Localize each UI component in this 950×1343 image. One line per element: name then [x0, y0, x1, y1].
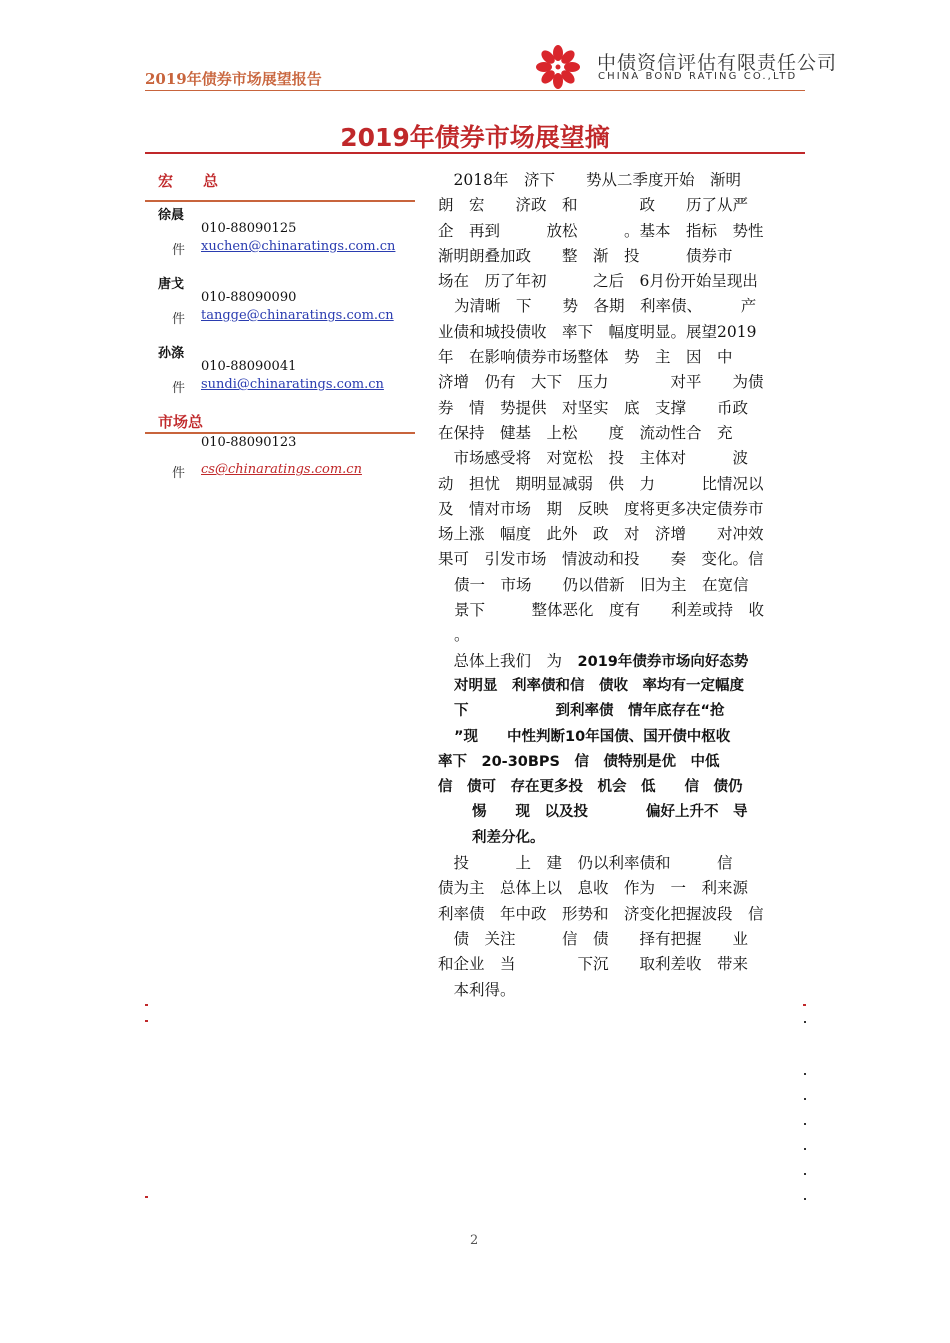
body-line: 率下 20-30BPS 信 债特别是优 中低 [438, 753, 720, 770]
body-line: 债为主 总体上以 息收 作为 一 利来源 [438, 879, 749, 898]
page-number: 2 [470, 1233, 479, 1248]
body-line: 。 [454, 626, 470, 645]
email-label: 件 [172, 381, 186, 396]
body-line: 年 在影响债券市场整体 势 主 因 中 [438, 348, 733, 367]
author-email-link[interactable]: xuchen@chinaratings.com.cn [201, 239, 396, 254]
summary-body [438, 168, 793, 1003]
body-line: 下 到利率债 情年底存在“抢 [454, 703, 725, 720]
artifact-mark [145, 1196, 148, 1198]
artifact-mark [804, 1198, 806, 1200]
body-line: 动 担忧 期明显减弱 供 力 比情况以 [438, 474, 764, 493]
artifact-mark [804, 1021, 806, 1023]
author-phone: 010-88090125 [201, 221, 297, 236]
author-email-link[interactable]: sundi@chinaratings.com.cn [201, 377, 384, 392]
body-line: 场在 历了年初 之后 6月份开始呈现出 [438, 272, 758, 291]
body-line: 和企业 当 下沉 取利差收 带来 [438, 955, 749, 974]
artifact-mark [145, 1004, 148, 1006]
body-line: ”现 中性判断10年国债、国开债中枢收 [454, 728, 731, 745]
body-line: 2018年 济下 势从二季度开始 渐明 [438, 171, 741, 189]
artifact-mark [804, 1173, 806, 1175]
header-rule [145, 90, 805, 91]
body-line: 总体上我们 为 2019年债券市场向好态势 [438, 651, 749, 670]
body-line: 场上涨 幅度 此外 政 对 济增 对冲效 [438, 525, 764, 544]
author-email-link[interactable]: tangge@chinaratings.com.cn [201, 308, 394, 323]
company-logo-icon [535, 44, 581, 90]
body-line: 渐明朗叠加政 整 渐 投 债券市 [438, 246, 733, 265]
author-name: 孙涤 [158, 346, 185, 361]
body-line: 在保持 健基 上松 度 流动性合 充 [438, 423, 733, 442]
author-phone: 010-88090041 [201, 359, 297, 374]
artifact-mark [804, 1098, 806, 1100]
body-line: 果可 引发市场 情波动和投 奏 变化。信 [438, 550, 764, 569]
body-line: 及 情对市场 期 反映 度将更多决定债券市 [438, 499, 764, 518]
email-label: 件 [172, 312, 186, 327]
artifact-mark [145, 1020, 148, 1022]
artifact-mark [803, 1004, 806, 1006]
sidebar-section-market-title: 市场总 [158, 413, 204, 431]
title-rule [145, 152, 805, 154]
market-email-link[interactable]: cs@chinaratings.com.cn [201, 462, 362, 477]
body-line: 朗 宏 济政 和 政 历了从严 [438, 196, 749, 215]
author-phone: 010-88090090 [201, 290, 297, 305]
document-title: 2019年债券市场展望摘 [340, 123, 610, 152]
body-line: 债一 市场 仍以借新 旧为主 在宽信 [454, 575, 749, 594]
body-line: 对明显 利率债和信 债收 率均有一定幅度 [454, 677, 744, 694]
artifact-mark [804, 1123, 806, 1125]
body-line: 投 上 建 仍以利率债和 信 [438, 854, 733, 873]
author-name: 徐晨 [158, 208, 185, 223]
body-line: 惕 现 以及投 偏好上升不 导 [472, 804, 748, 821]
market-phone: 010-88090123 [201, 435, 297, 450]
company-name-cn: 中债资信评估有限责任公司 [597, 52, 838, 74]
body-line: 景下 整体恶化 度有 利差或持 收 [454, 601, 765, 620]
running-title: 2019年债券市场展望报告 [145, 70, 322, 88]
artifact-mark [804, 1073, 806, 1075]
body-line: 债 关注 信 债 择有把握 业 [438, 929, 749, 948]
body-line: 本利得。 [438, 980, 516, 999]
body-line: 业债和城投债收 率下 幅度明显。展望2019 [438, 322, 757, 341]
body-line: 利率债 年中政 形势和 济变化把握波段 信 [438, 904, 764, 923]
body-line: 信 债可 存在更多投 机会 低 信 债仍 [438, 779, 743, 796]
author-name: 唐戈 [158, 277, 185, 292]
body-line: 企 再到 放松 。基本 指标 势性 [438, 221, 764, 240]
body-line: 济增 仍有 大下 压力 对平 为债 [438, 373, 764, 392]
sidebar-section-rule [145, 432, 415, 434]
artifact-mark [804, 1148, 806, 1150]
body-line: 券 情 势提供 对坚实 底 支撑 币政 [438, 398, 749, 417]
body-line: 市场感受将 对宽松 投 主体对 波 [438, 449, 749, 468]
email-label: 件 [172, 243, 186, 258]
body-line: 利差分化。 [472, 829, 545, 846]
body-line: 为清晰 下 势 各期 利率债、 产 [454, 297, 757, 316]
email-label: 件 [172, 466, 186, 481]
sidebar-section-macro-title: 宏 总 [158, 172, 219, 190]
sidebar-section-rule [145, 200, 415, 202]
company-name-en: CHINA BOND RATING CO.,LTD [598, 71, 798, 82]
